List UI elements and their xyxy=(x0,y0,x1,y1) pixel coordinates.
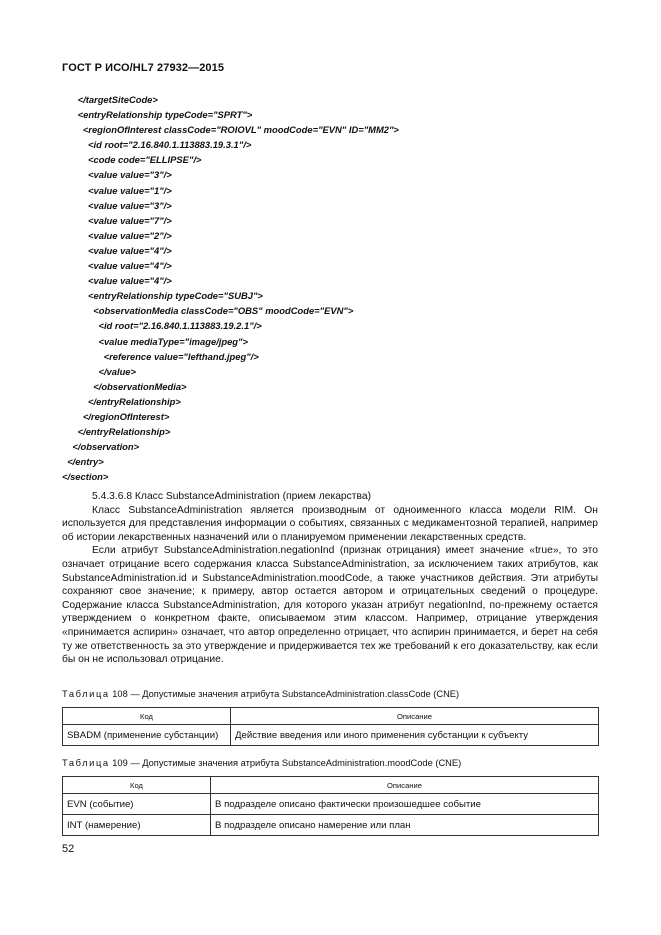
body-text xyxy=(62,490,598,667)
code-line: </entryRelationship> xyxy=(62,395,181,407)
code-line: </section> xyxy=(62,471,109,483)
code-line: </observationMedia> xyxy=(62,380,187,392)
table-header-row xyxy=(63,708,599,725)
code-line: <id root="2.16.840.1.113883.19.2.1"/> xyxy=(62,320,262,332)
code-line: <value value="1"/> xyxy=(62,184,172,196)
table-cell: EVN (событие) xyxy=(63,794,211,815)
table-cell: SBADM (применение субстанции) xyxy=(63,725,231,746)
caption-text: 108 — Допустимые значения атрибута SubstanceAdministration.classCode (CNE) xyxy=(109,689,460,699)
caption-text: 109 — Допустимые значения атрибута SubstanceAdministration.moodCode (CNE) xyxy=(109,758,462,768)
paragraph-2: Если атрибут SubstanceAdministration.negationInd (признак отрицания) имеет значение «true», то это означает отрицание всего содержания класса SubstanceAdministration, за исключением таких атрибутов, как SubstanceAdministration.id и SubstanceAdministration.moodCode, а также участников действия. Эти атрибуты сохраняют свое значение; к примеру, автор остается автором и отрицательных сведений о процедуре. Содержание класса SubstanceAdministration, для которого указан атрибут negationInd, по-прежнему остается утверждением о конкретном факте, описываемом этим классом. Например, отрицание утверждения «принимается аспирин» означает, что автор определенно отрицает, что аспирин принимается, и берет на себя ту же ответственность за это утверждение и придерживается тех же требований к его доказательству, как если бы он не использовал отрицание. xyxy=(62,545,598,666)
code-line: <value mediaType="image/jpeg"> xyxy=(62,335,248,347)
code-line: <observationMedia classCode="OBS" moodCode="EVN"> xyxy=(62,305,354,317)
code-line: </entryRelationship> xyxy=(62,426,171,438)
column-header: Код xyxy=(63,708,231,725)
code-line: <value value="4"/> xyxy=(62,275,172,287)
code-line: <value value="3"/> xyxy=(62,199,172,211)
table-108-caption xyxy=(62,689,459,699)
code-line: </targetSiteCode> xyxy=(62,94,158,105)
table-cell: INT (намерение) xyxy=(63,815,211,836)
code-line: <value value="3"/> xyxy=(62,169,172,181)
code-line: <value value="4"/> xyxy=(62,260,172,272)
table-cell: В подразделе описано фактически произошедшее событие xyxy=(211,794,599,815)
code-line: <code code="ELLIPSE"/> xyxy=(62,154,202,166)
section-heading: 5.4.3.6.8 Класс SubstanceAdministration (прием лекарства) xyxy=(92,491,372,502)
table-cell: В подразделе описано намерение или план xyxy=(211,815,599,836)
code-line: <id root="2.16.840.1.113883.19.3.1"/> xyxy=(62,139,252,151)
code-line: <value value="2"/> xyxy=(62,229,172,241)
table-row xyxy=(63,794,599,815)
caption-label: Таблица xyxy=(62,758,110,768)
code-line: <regionOfInterest classCode="ROIOVL" moodCode="EVN" ID="MM2"> xyxy=(62,124,399,136)
code-line: </value> xyxy=(62,365,136,377)
code-line: </observation> xyxy=(62,441,140,453)
code-line: <value value="7"/> xyxy=(62,214,172,226)
table-109 xyxy=(62,776,599,836)
page-number: 52 xyxy=(62,843,75,855)
code-line: </regionOfInterest> xyxy=(62,410,170,422)
table-row xyxy=(63,815,599,836)
table-row xyxy=(63,725,599,746)
caption-label: Таблица xyxy=(62,689,110,699)
document-header: ГОСТ Р ИСО/HL7 27932—2015 xyxy=(62,62,225,74)
paragraph-1: Класс SubstanceAdministration является производным от одноименного класса модели RIM. Он используется для представления информации о событиях, связанных с медикаментозной терапией, например об истории лекарственных назначений или о планируемом применении лекарственных средств. xyxy=(62,504,598,543)
code-line: </entry> xyxy=(62,456,104,468)
code-line: <entryRelationship typeCode="SUBJ"> xyxy=(62,290,263,302)
table-109-caption xyxy=(62,758,461,768)
code-line: <reference value="lefthand.jpeg"/> xyxy=(62,350,259,362)
code-line: <entryRelationship typeCode="SPRT"> xyxy=(62,109,253,121)
table-cell: Действие введения или иного применения субстанции к субъекту xyxy=(231,725,599,746)
column-header: Описание xyxy=(231,708,599,725)
code-line: <value value="4"/> xyxy=(62,244,172,256)
table-header-row xyxy=(63,777,599,794)
table-108 xyxy=(62,707,599,746)
column-header: Код xyxy=(63,777,211,794)
column-header: Описание xyxy=(211,777,599,794)
xml-code-block xyxy=(62,92,622,484)
